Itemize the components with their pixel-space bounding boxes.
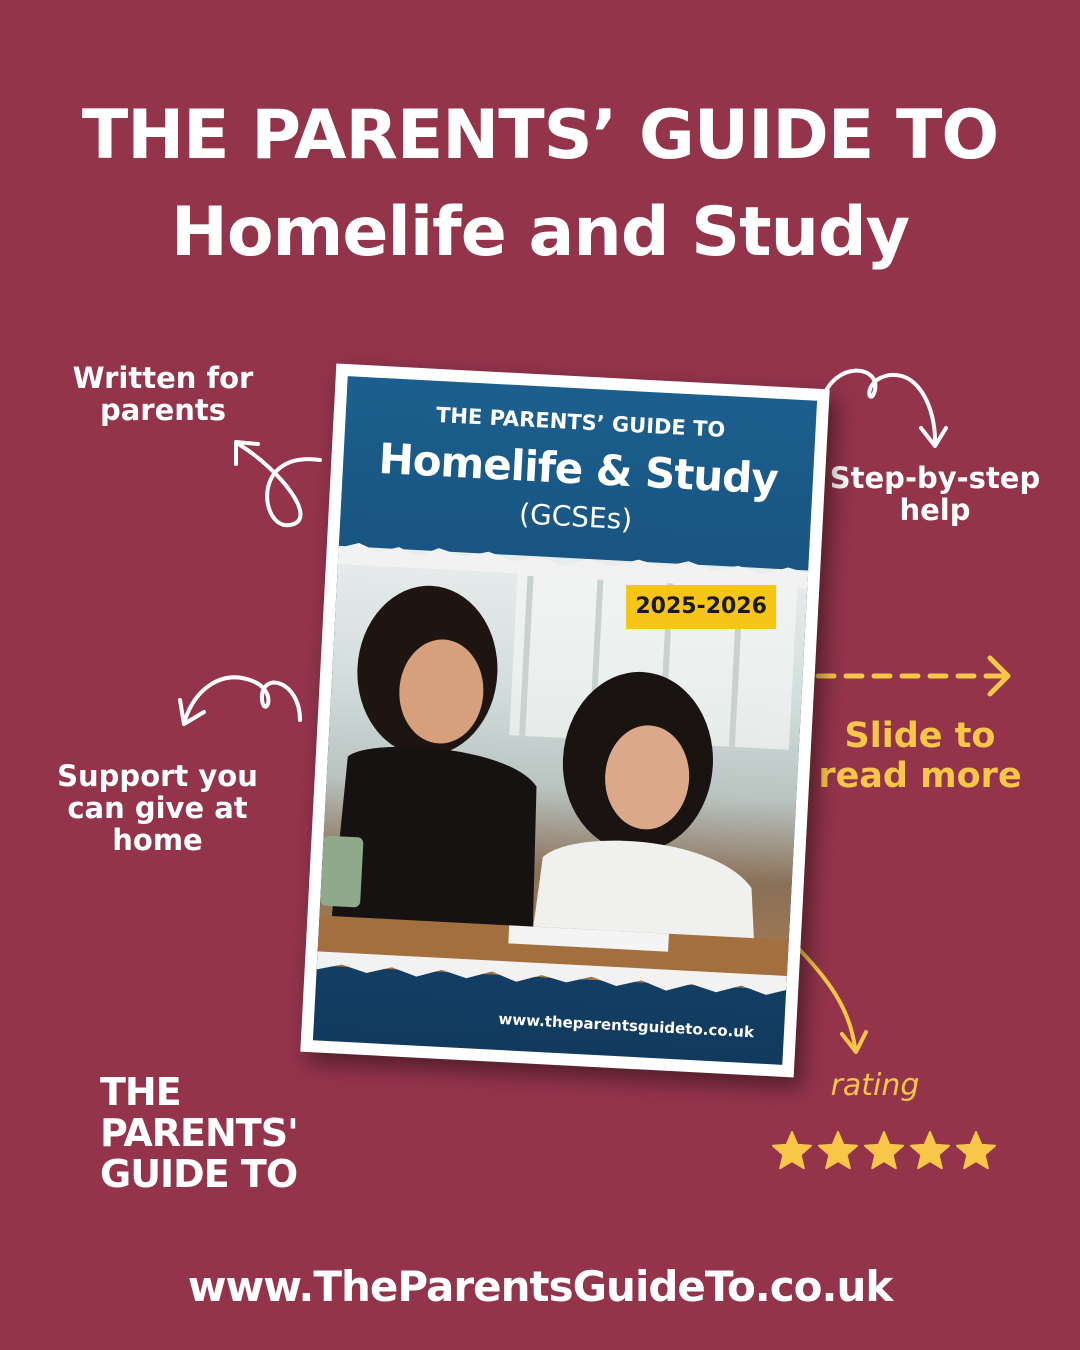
star-icon bbox=[773, 1132, 811, 1168]
brand-line-3: GUIDE TO bbox=[100, 1152, 298, 1196]
cover-title-small: THE PARENTS’ GUIDE TO bbox=[435, 402, 726, 442]
footer-website-link[interactable]: www.TheParentsGuideTo.co.uk bbox=[187, 1262, 893, 1311]
callout-written-for-parents: Written for parents bbox=[72, 361, 254, 427]
cover-subtitle: (GCSEs) bbox=[518, 497, 634, 537]
slide-to-read-more-label[interactable]: Slide to read more bbox=[818, 716, 1022, 796]
star-icon bbox=[957, 1132, 995, 1168]
cover-title-main: Homelife & Study bbox=[377, 433, 779, 504]
page-title-line-2: Homelife and Study bbox=[170, 193, 910, 272]
rating-label: rating bbox=[830, 1068, 920, 1103]
cover-url: www.theparentsguideto.co.uk bbox=[498, 1009, 755, 1042]
star-icon bbox=[819, 1132, 857, 1168]
page-title-line-1: THE PARENTS’ GUIDE TO bbox=[81, 96, 999, 175]
year-badge: 2025-2026 bbox=[626, 585, 776, 629]
rating-stars bbox=[772, 1130, 1004, 1174]
brand-logo-text bbox=[100, 1072, 360, 1195]
book-cover bbox=[300, 364, 829, 1078]
brand-line-2: PARENTS' bbox=[100, 1111, 298, 1155]
arrow-icon-rating bbox=[0, 0, 1, 1]
callout-support-at-home: Support you can give at home bbox=[57, 759, 258, 857]
star-icon bbox=[911, 1132, 949, 1168]
brand-line-1: THE bbox=[100, 1070, 181, 1114]
star-icon bbox=[865, 1132, 903, 1168]
callout-step-by-step: Step-by-step help bbox=[829, 461, 1041, 527]
